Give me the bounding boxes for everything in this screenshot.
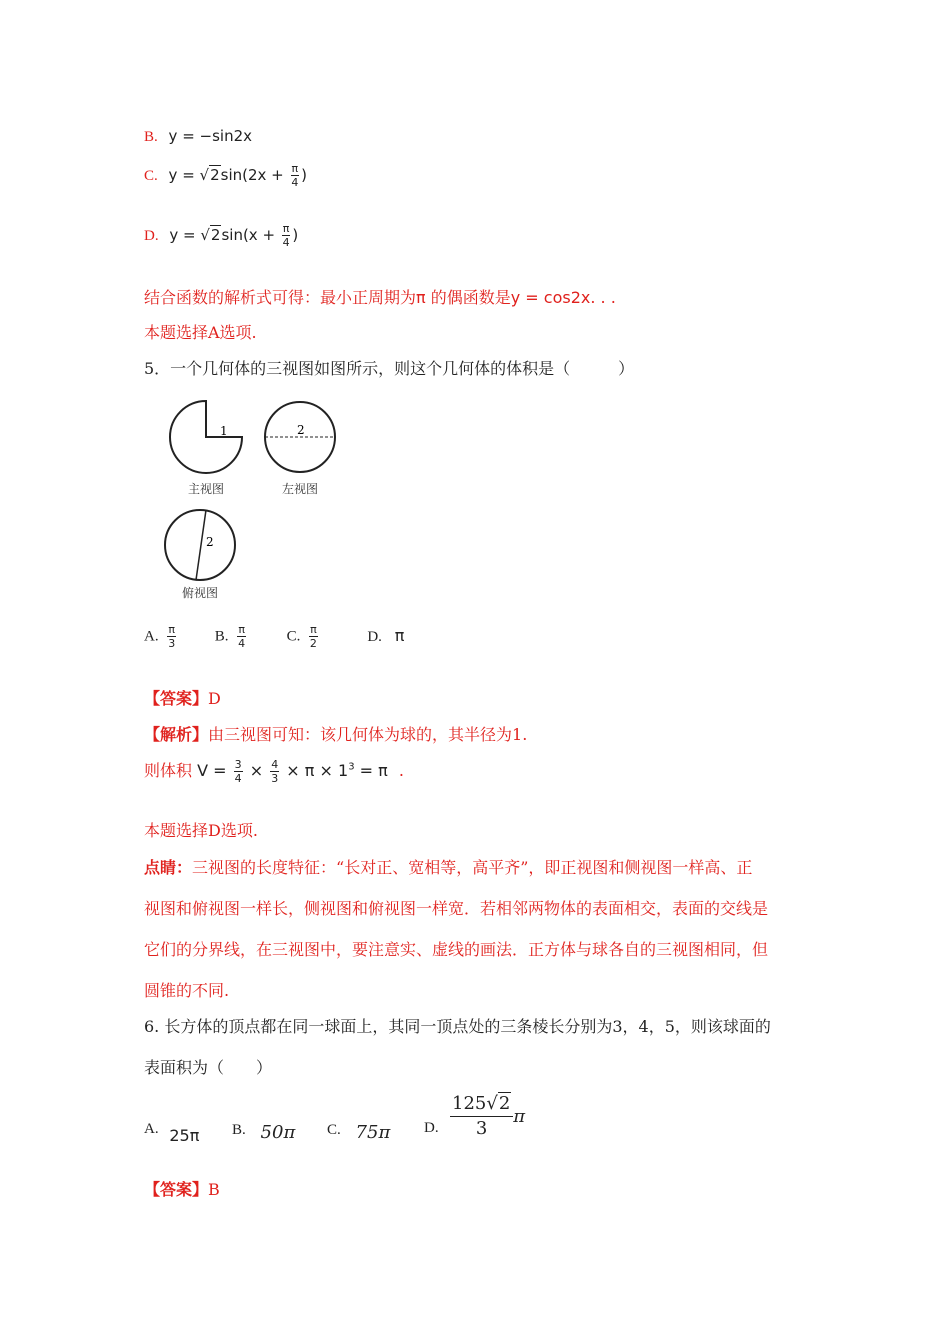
- front-view-dim: 1: [220, 424, 228, 438]
- q5-tip-line-1: [144, 855, 752, 878]
- tip-text: 三视图的长度特征：“长对正、宽相等，高平齐”，即正视图和侧视图一样高、正: [192, 858, 753, 877]
- option-label: C.: [327, 1122, 341, 1138]
- q5-stem: 5．一个几何体的三视图如图所示，则这个几何体的体积是（ ）: [144, 359, 635, 378]
- expr-tail: ): [301, 166, 307, 184]
- option-label: B.: [144, 129, 158, 145]
- frac-numerator: π: [310, 623, 317, 636]
- option-pi: π: [513, 1105, 526, 1127]
- q5-tip-line-3: 它们的分界线，在三视图中，要注意实、虚线的画法．正方体与球各自的三视图相同，但: [144, 940, 769, 959]
- volume-eq: = π: [354, 761, 388, 780]
- frac-numerator: π: [168, 623, 175, 636]
- answer-tag: 【答案】: [144, 1180, 209, 1199]
- option-d: D. y = √2sin(x + $\frac{\pi}{4}$ ): [144, 222, 299, 249]
- q6-option-c: [327, 1118, 391, 1143]
- expr-lhs: y =: [169, 226, 201, 244]
- option-label: D.: [144, 228, 159, 244]
- option-a: [144, 624, 210, 649]
- frac-numerator: π: [291, 162, 299, 175]
- option-label: D.: [367, 628, 382, 645]
- frac-denominator: 4: [234, 772, 242, 785]
- analysis-pi: π: [416, 288, 426, 307]
- frac-numerator: π: [238, 623, 245, 636]
- volume-lhs: V =: [197, 761, 232, 780]
- side-view-label: 左视图: [281, 482, 319, 496]
- radicand: 2: [210, 226, 221, 244]
- q5-tip-line-2: 视图和俯视图一样长，侧视图和俯视图一样宽．若相邻两物体的表面相交，表面的交线是: [144, 899, 769, 918]
- frac-denominator: 4: [238, 637, 246, 650]
- option-b: [215, 624, 282, 649]
- q6-option-b: [232, 1118, 296, 1143]
- volume-pre: 则体积: [144, 761, 193, 780]
- analysis-text-mid: 的偶函数是: [425, 288, 511, 307]
- q5-explain: [144, 722, 527, 745]
- radicand: 2: [210, 166, 220, 184]
- frac-denominator: 3: [271, 772, 279, 785]
- option-label: C.: [144, 168, 158, 184]
- q6-stem-line-2: 表面积为（ ）: [144, 1058, 273, 1077]
- analysis-function: y = cos2x: [510, 288, 591, 307]
- q6-option-d-value: $\frac{125√2}{3}$ π: [452, 1093, 526, 1139]
- option-expression: y = −sin2x: [168, 127, 253, 145]
- q5-answer: [144, 686, 221, 709]
- analysis-text: 结合函数的解析式可得：最小正周期为: [144, 288, 417, 307]
- option-label: A.: [144, 628, 159, 645]
- option-value: 50π: [260, 1122, 296, 1143]
- explain-text: 由三视图可知：该几何体为球的，其半径为1.: [208, 725, 528, 744]
- q6-option-d: [424, 1118, 439, 1137]
- expr-mid: sin(x +: [221, 226, 280, 244]
- expr-mid: sin(2x +: [220, 166, 289, 184]
- tip-tag: 点睛：: [144, 858, 193, 877]
- front-view-label: 主视图: [187, 482, 225, 496]
- volume-dot: .: [398, 761, 404, 780]
- volume-exponent: 3: [348, 761, 355, 773]
- option-label: C.: [286, 628, 301, 645]
- three-view-figure: [150, 390, 350, 610]
- option-label: B.: [232, 1122, 246, 1138]
- explain-tag: 【解析】: [144, 725, 209, 744]
- radicand: 2: [498, 1093, 511, 1114]
- answer-value: B: [208, 1180, 220, 1199]
- option-b: [144, 127, 252, 146]
- q5-volume: [144, 758, 404, 784]
- q6-answer: [144, 1177, 220, 1200]
- frac-denominator: 4: [282, 236, 290, 249]
- frac-numerator: 125: [452, 1093, 487, 1114]
- expr-tail: ): [292, 226, 299, 244]
- option-c: [287, 624, 363, 649]
- frac-numerator: 3: [234, 758, 242, 771]
- option-value: π: [394, 625, 405, 645]
- q4-conclusion: 本题选择A选项.: [144, 323, 257, 342]
- top-view-label: 俯视图: [181, 586, 219, 600]
- q4-analysis: [144, 285, 616, 308]
- side-view-dim: 2: [297, 423, 305, 437]
- option-label: A.: [144, 1121, 159, 1137]
- volume-rest: × π × 1: [281, 761, 349, 780]
- q5-conclusion: 本题选择D选项.: [144, 821, 258, 840]
- volume-times: ×: [244, 761, 269, 780]
- frac-denominator: 4: [291, 176, 299, 189]
- top-view-circle: [165, 510, 235, 580]
- top-view-dim: 2: [206, 535, 214, 549]
- option-value: 75π: [355, 1122, 391, 1143]
- answer-tag: 【答案】: [144, 689, 209, 708]
- option-value: 25π: [169, 1126, 200, 1145]
- analysis-end: . . .: [590, 288, 616, 307]
- front-view-shape: [170, 401, 242, 473]
- option-d: [367, 626, 404, 646]
- option-label: D.: [424, 1120, 439, 1136]
- frac-numerator: π: [282, 222, 290, 235]
- top-view-line: [196, 510, 206, 580]
- frac-denominator: 2: [309, 637, 317, 650]
- option-label: B.: [214, 628, 229, 645]
- frac-numerator: 4: [271, 758, 279, 771]
- frac-denominator: 3: [168, 637, 176, 650]
- answer-value: D: [208, 689, 221, 708]
- q6-stem-line-1: 6. 长方体的顶点都在同一球面上，其同一顶点处的三条棱长分别为3，4，5，则该球面的: [144, 1017, 771, 1036]
- expr-lhs: y =: [168, 166, 200, 184]
- frac-denominator: 3: [475, 1117, 488, 1139]
- q5-options: [144, 624, 404, 649]
- q6-option-a: [144, 1118, 200, 1145]
- option-c: C. y = √2sin(2x + $\frac{\pi}{4}$ ): [144, 162, 307, 189]
- q5-tip-line-4: 圆锥的不同.: [144, 981, 230, 1000]
